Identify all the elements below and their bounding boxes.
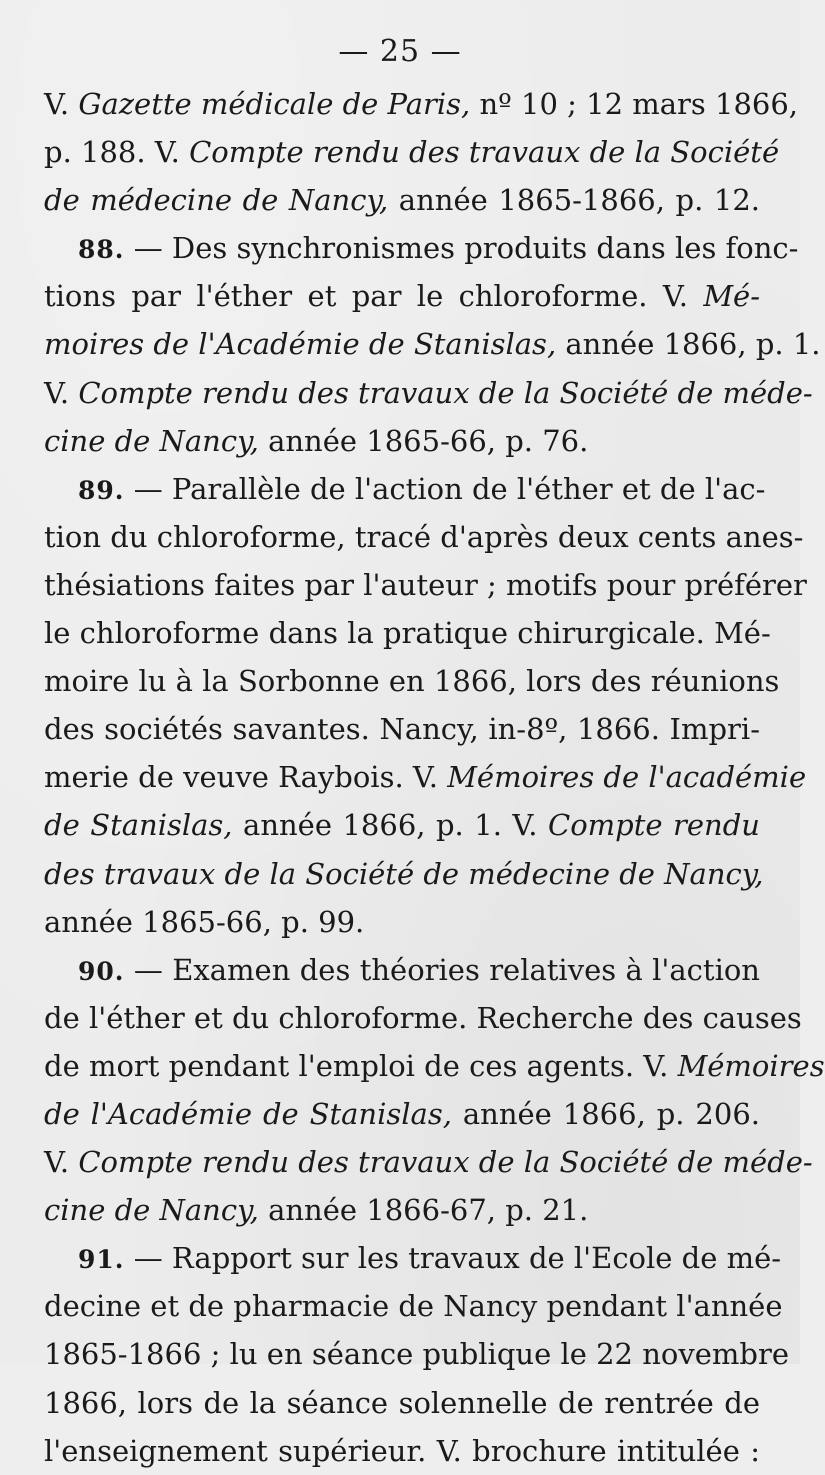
text-line: tions par l'éther et par le chloroforme. V. Mé- bbox=[44, 279, 760, 314]
text-line: de médecine de Nancy, année 1865-1866, p. 12. bbox=[44, 183, 760, 218]
text-line: cine de Nancy, année 1865-66, p. 76. bbox=[44, 423, 589, 458]
text-line: de Stanislas, année 1866, p. 1. V. Compte rendu bbox=[44, 808, 760, 843]
text-line: V. Compte rendu des travaux de la Société de méde- bbox=[44, 1145, 813, 1180]
text-line: tion du chloroforme, tracé d'après deux cents anes- bbox=[44, 519, 804, 554]
text-line: 90. — Examen des théories relatives à l'action bbox=[78, 952, 760, 987]
text-line: année 1865-66, p. 99. bbox=[44, 904, 365, 939]
text-line: l'enseignement supérieur. V. brochure intitulée : bbox=[44, 1433, 760, 1468]
text-line: cine de Nancy, année 1866-67, p. 21. bbox=[44, 1193, 589, 1228]
page-number: — 25 — bbox=[338, 34, 462, 69]
text-line: des travaux de la Société de médecine de Nancy, bbox=[44, 856, 764, 891]
text-line: de mort pendant l'emploi de ces agents. V. Mémoires bbox=[44, 1048, 825, 1083]
text-line: 91. — Rapport sur les travaux de l'Ecole de mé- bbox=[78, 1241, 782, 1276]
body-text bbox=[44, 80, 825, 1475]
text-line: V. Gazette médicale de Paris, nº 10 ; 12 mars 1866, bbox=[44, 87, 799, 121]
text-line: de l'Académie de Stanislas, année 1866, p. 206. bbox=[44, 1096, 760, 1131]
text-line: des sociétés savantes. Nancy, in-8º, 1866. Impri- bbox=[44, 712, 760, 747]
text-line: le chloroforme dans la pratique chirurgicale. Mé- bbox=[44, 616, 771, 651]
text-line: 1866, lors de la séance solennelle de rentrée de bbox=[44, 1385, 760, 1420]
text-line: 1865-1866 ; lu en séance publique le 22 novembre bbox=[44, 1337, 789, 1372]
text-line: moires de l'Académie de Stanislas, année 1866, p. 1. bbox=[44, 327, 821, 362]
text-line: decine et de pharmacie de Nancy pendant l'année bbox=[44, 1289, 783, 1324]
text-line: merie de veuve Raybois. V. Mémoires de l'académie bbox=[44, 760, 807, 795]
text-line: V. Compte rendu des travaux de la Société de méde- bbox=[44, 375, 813, 410]
text-line: 89. — Parallèle de l'action de l'éther et de l'ac- bbox=[78, 471, 766, 506]
text-line: thésiations faites par l'auteur ; motifs pour préférer bbox=[44, 567, 807, 602]
text-line: p. 188. V. Compte rendu des travaux de la Société bbox=[44, 135, 780, 170]
text-line: de l'éther et du chloroforme. Recherche des causes bbox=[44, 1000, 802, 1035]
text-line: moire lu à la Sorbonne en 1866, lors des réunions bbox=[44, 664, 780, 699]
text-line: 88. — Des synchronismes produits dans les fonc- bbox=[78, 231, 799, 266]
